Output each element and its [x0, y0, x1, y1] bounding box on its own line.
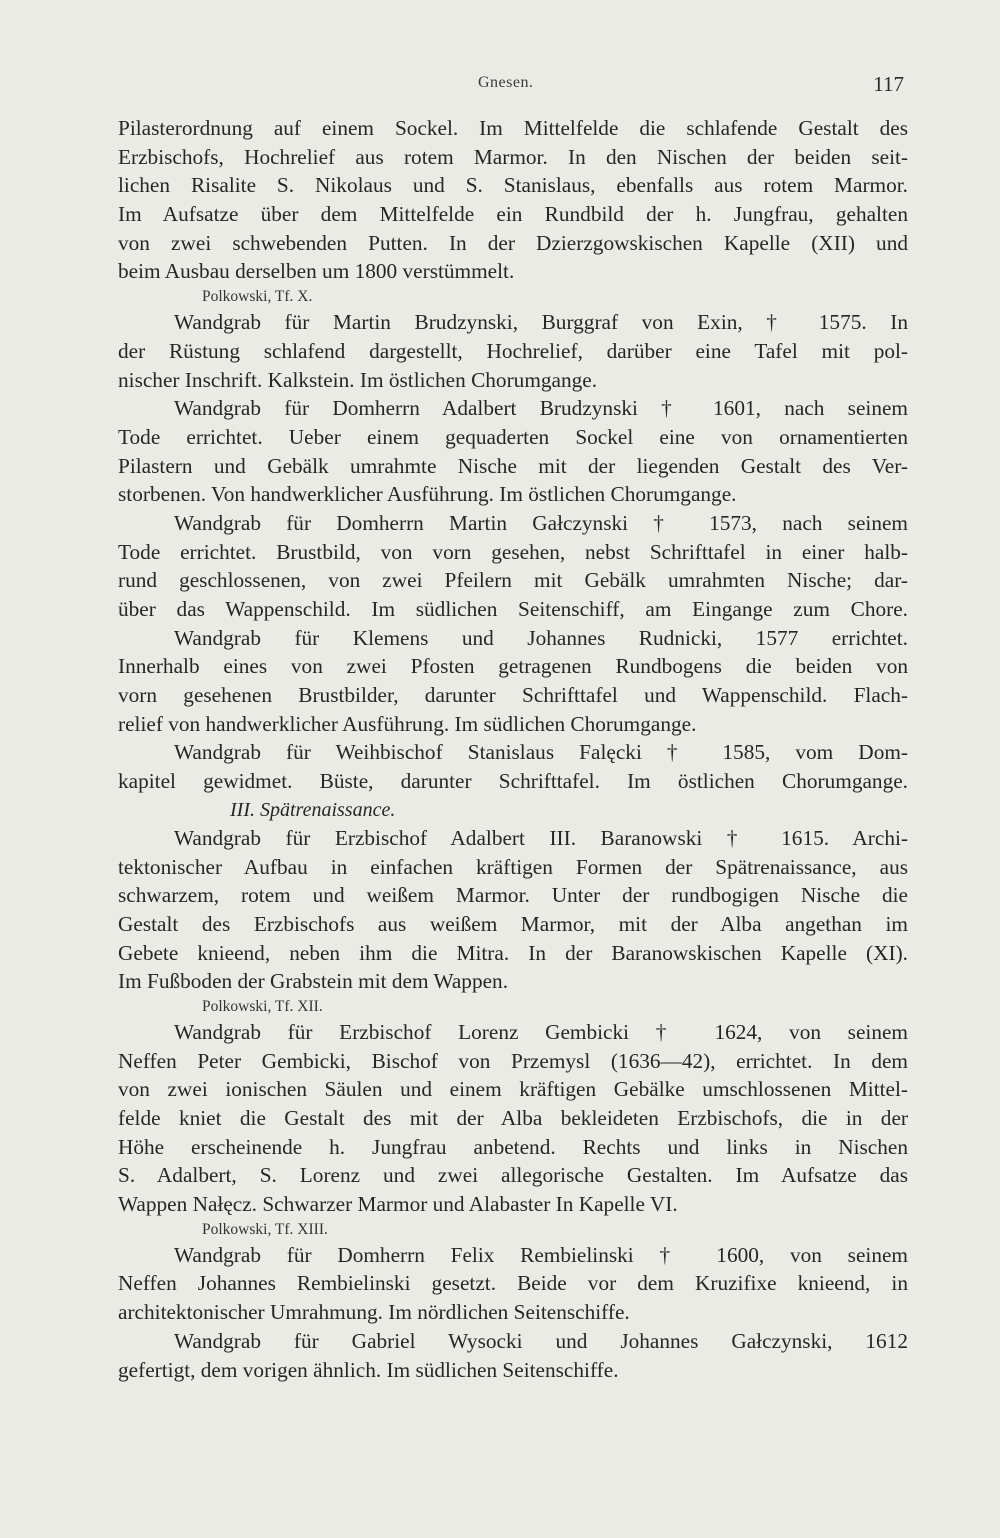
entry-first-line: Wandgrab für Klemens und Johannes Rudnicki, 1577 errichtet.: [174, 625, 908, 650]
entry-first-line: Wandgrab für Weihbischof Stanislaus Falęcki † 1585, vom Dom-: [174, 740, 908, 765]
text-line: Pilastern und Gebälk umrahmte Nische mit der liegenden Gestalt des Ver-: [118, 453, 908, 478]
text-line: gefertigt, dem vorigen ähnlich. Im südlichen Seitenschiffe.: [118, 1357, 619, 1382]
page-header: [0, 72, 1000, 102]
text-line: über das Wappenschild. Im südlichen Seitenschiff, am Eingange zum Chore.: [118, 597, 908, 621]
running-head: Gnesen.: [478, 74, 534, 91]
text-line: lichen Risalite S. Nikolaus und S. Stanislaus, ebenfalls aus rotem Marmor.: [118, 173, 908, 198]
text-line: tektonischer Aufbau in einfachen kräftigen Formen der Spätrenaissance, aus: [118, 854, 908, 879]
text-line: der Rüstung schlafend dargestellt, Hochrelief, darüber eine Tafel mit pol-: [118, 338, 908, 363]
text-line: S. Adalbert, S. Lorenz und zwei allegorische Gestalten. Im Aufsatze das: [118, 1163, 908, 1188]
text-line: Neffen Johannes Rembielinski gesetzt. Beide vor dem Kruzifixe knieend, in: [118, 1271, 908, 1296]
text-line: relief von handwerklicher Ausführung. Im südlichen Chorumgange.: [118, 711, 697, 736]
text-line: von zwei schwebenden Putten. In der Dzierzgowskischen Kapelle (XII) und: [118, 230, 908, 255]
text-line: Im Fußboden der Grabstein mit dem Wappen.: [118, 969, 509, 994]
text-line: Tode errichtet. Brustbild, von vorn gesehen, nebst Schrifttafel in einer halb-: [118, 539, 908, 564]
entry-first-line: Wandgrab für Erzbischof Lorenz Gembicki † 1624, von seinem: [174, 1019, 908, 1044]
plate-reference: Polkowski, Tf. X.: [202, 288, 313, 306]
text-line: vorn gesehenen Brustbilder, darunter Schrifttafel und Wappenschild. Flach-: [118, 683, 908, 708]
section-heading: III. Spätrenaissance.: [230, 798, 396, 821]
text-line: Innerhalb eines von zwei Pfosten getragenen Rundbogens die beiden von: [118, 654, 908, 679]
text-line: storbenen. Von handwerklicher Ausführung. Im östlichen Chorumgange.: [118, 482, 737, 507]
text-line: von zwei ionischen Säulen und einem kräftigen Gebälke umschlossenen Mittel-: [118, 1077, 908, 1102]
entry-first-line: Wandgrab für Martin Brudzynski, Burggraf von Exin, † 1575. In: [174, 310, 908, 335]
text-line: Gestalt des Erzbischofs aus weißem Marmor, mit der Alba angethan im: [118, 911, 908, 936]
text-line: schwarzem, rotem und weißem Marmor. Unter der rundbogigen Nische die: [118, 883, 908, 908]
text-line: kapitel gewidmet. Büste, darunter Schrifttafel. Im östlichen Chorumgange.: [118, 769, 908, 794]
entry-first-line: Wandgrab für Erzbischof Adalbert III. Baranowski † 1615. Archi-: [174, 825, 908, 850]
body-text: [118, 114, 908, 1384]
text-line: Im Aufsatze über dem Mittelfelde ein Rundbild der h. Jungfrau, gehalten: [118, 202, 908, 227]
text-line: Pilasterordnung auf einem Sockel. Im Mittelfelde die schlafende Gestalt des: [118, 116, 908, 140]
entry-first-line: Wandgrab für Gabriel Wysocki und Johannes Gałczynski, 1612: [174, 1328, 908, 1353]
text-line: felde kniet die Gestalt des mit der Alba bekleideten Erzbischofs, die in der: [118, 1106, 908, 1130]
text-line: architektonischer Umrahmung. Im nördlichen Seitenschiffe.: [118, 1300, 630, 1325]
text-line: Neffen Peter Gembicki, Bischof von Przemysl (1636—42), errichtet. In dem: [118, 1048, 908, 1073]
page-number: 117: [873, 72, 904, 96]
entry-first-line: Wandgrab für Domherrn Martin Gałczynski † 1573, nach seinem: [174, 510, 908, 535]
entry-first-line: Wandgrab für Domherrn Felix Rembielinski † 1600, von seinem: [174, 1242, 908, 1267]
text-line: Erzbischofs, Hochrelief aus rotem Marmor. In den Nischen der beiden seit-: [118, 144, 908, 169]
text-line: Tode errichtet. Ueber einem gequaderten Sockel eine von ornamentierten: [118, 424, 908, 449]
entry-first-line: Wandgrab für Domherrn Adalbert Brudzynski † 1601, nach seinem: [174, 396, 908, 421]
plate-reference: Polkowski, Tf. XII.: [202, 997, 323, 1015]
text-line: beim Ausbau derselben um 1800 verstümmelt.: [118, 259, 515, 284]
text-line: Gebete knieend, neben ihm die Mitra. In der Baranowskischen Kapelle (XI).: [118, 940, 908, 965]
text-line: nischer Inschrift. Kalkstein. Im östlichen Chorumgange.: [118, 367, 598, 392]
text-line: rund geschlossenen, von zwei Pfeilern mit Gebälk umrahmten Nische; dar-: [118, 568, 908, 593]
text-line: Wappen Nałęcz. Schwarzer Marmor und Alabaster In Kapelle VI.: [118, 1192, 678, 1217]
text-line: Höhe erscheinende h. Jungfrau anbetend. Rechts und links in Nischen: [118, 1134, 908, 1159]
plate-reference: Polkowski, Tf. XIII.: [202, 1220, 328, 1238]
